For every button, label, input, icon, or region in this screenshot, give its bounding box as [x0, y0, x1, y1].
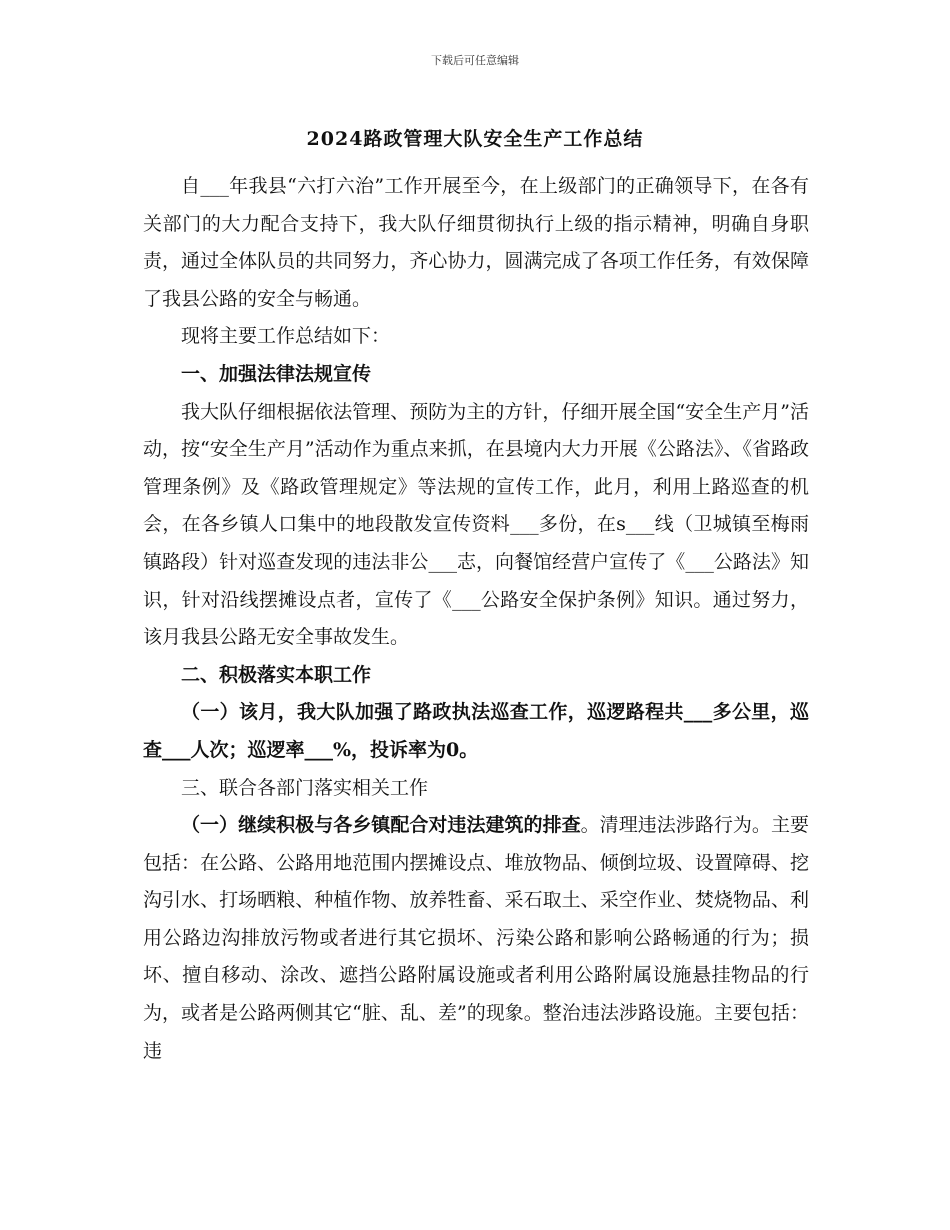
- paragraph-section-2-item-1: （一）该月，我大队加强了路政执法巡查工作，巡逻路程共___多公里，巡查___人次；巡逻率___%，投诉率为0。: [143, 701, 809, 761]
- section-heading-3: 三、联合各部门落实相关工作: [181, 776, 429, 799]
- paragraph-intro: 自___年我县“六打六治”工作开展至今，在上级部门的正确领导下，在各有关部门的大力配合支持下，我大队仔细贯彻执行上级的指示精神，明确自身职责，通过全体队员的共同努力，齐心协力，圆满完成了各项工作任务，有效保障了我县公路的安全与畅通。: [143, 175, 809, 310]
- paragraph-summary-lead: 现将主要工作总结如下：: [181, 325, 391, 348]
- page-header-note: 下载后可任意编辑: [431, 54, 519, 67]
- section-heading-1: 一、加强法律法规宣传: [181, 362, 372, 385]
- paragraph-section-3-item-1: [143, 807, 809, 1070]
- paragraph-section-3-item-1-lead: （一）继续积极与各乡镇配合对违法建筑的排查: [181, 814, 581, 837]
- section-heading-2: 二、积极落实本职工作: [181, 663, 372, 686]
- paragraph-section-1: 我大队仔细根据依法管理、预防为主的方针，仔细开展全国“安全生产月”活动，按“安全生产月”活动作为重点来抓，在县境内大力开展《公路法》、《省路政管理条例》及《路政管理规定》等法规的宣传工作，此月，利用上路巡查的机会，在各乡镇人口集中的地段散发宣传资料___多份，在s___线（卫城镇至梅雨镇路段）针对巡查发现的违法非公___志，向餐馆经营户宣传了《___公路法》知识，针对沿线摆摊设点者，宣传了《___公路安全保护条例》知识。通过努力，该月我县公路无安全事故发生。: [143, 400, 809, 649]
- document-title: 2024路政管理大队安全生产工作总结: [306, 128, 644, 150]
- paragraph-section-3-item-1-body: 。清理违法涉路行为。主要包括：在公路、公路用地范围内摆摊设点、堆放物品、倾倒垃圾、设置障碍、挖沟引水、打场晒粮、种植作物、放养牲畜、采石取土、采空作业、焚烧物品、利用公路边沟排放污物或者进行其它损坏、污染公路和影响公路畅通的行为；损坏、擅自移动、涂改、遮挡公路附属设施或者利用公路附属设施悬挂物品的行为，或者是公路两侧其它“脏、乱、差”的现象。整治违法涉路设施。主要包括：违: [143, 814, 809, 1062]
- document-body: [143, 168, 809, 1070]
